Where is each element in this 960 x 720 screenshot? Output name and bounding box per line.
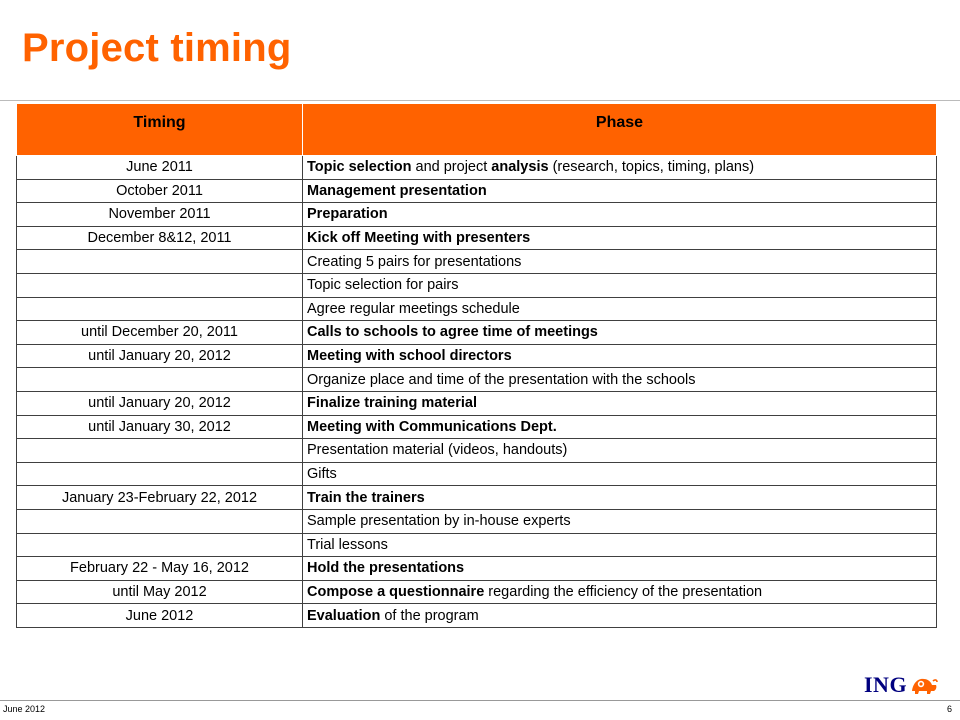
timing-cell: February 22 - May 16, 2012: [17, 557, 303, 581]
timing-cell: until May 2012: [17, 580, 303, 604]
table-row: [17, 273, 937, 297]
phase-text: Finalize training material: [307, 395, 478, 412]
phase-text: Compose a questionnaire: [307, 583, 485, 600]
timing-cell: [17, 368, 303, 392]
timing-cell: [17, 509, 303, 533]
phase-cell: [303, 604, 937, 628]
timing-cell: until January 30, 2012: [17, 415, 303, 439]
table-row: [17, 439, 937, 463]
timing-cell: [17, 462, 303, 486]
phase-text: Creating 5 pairs for presentations: [307, 253, 522, 270]
table-row: [17, 179, 937, 203]
table-row: [17, 344, 937, 368]
timing-cell: November 2011: [17, 203, 303, 227]
table-row: [17, 297, 937, 321]
lion-icon: [909, 673, 939, 697]
phase-text: Presentation material (videos, handouts): [307, 442, 568, 459]
table-row: [17, 462, 937, 486]
table-row: [17, 250, 937, 274]
page-title: Project timing: [22, 26, 292, 70]
timing-cell: December 8&12, 2011: [17, 226, 303, 250]
table-row: [17, 203, 937, 227]
phase-cell: [303, 203, 937, 227]
timing-cell: until December 20, 2011: [17, 321, 303, 345]
table-row: [17, 557, 937, 581]
phase-cell: [303, 533, 937, 557]
table-row: [17, 321, 937, 345]
footer-divider: [0, 700, 960, 701]
phase-text: Agree regular meetings schedule: [307, 300, 520, 317]
phase-text: regarding the efficiency of the presentation: [484, 583, 763, 600]
table-row: [17, 156, 937, 180]
phase-text: Preparation: [307, 206, 388, 223]
phase-cell: [303, 509, 937, 533]
timing-cell: January 23-February 22, 2012: [17, 486, 303, 510]
phase-text: Topic selection for pairs: [307, 277, 459, 294]
phase-text: (research, topics, timing, plans): [548, 159, 755, 176]
phase-text: Trial lessons: [307, 536, 388, 553]
timing-cell: June 2012: [17, 604, 303, 628]
phase-text: analysis: [491, 159, 549, 176]
footer-date: June 2012: [3, 704, 46, 714]
table-row: [17, 533, 937, 557]
phase-cell: [303, 250, 937, 274]
phase-text: Evaluation: [307, 607, 381, 624]
table-row: [17, 486, 937, 510]
page-number: 6: [946, 704, 952, 714]
table-row: [17, 509, 937, 533]
phase-cell: [303, 557, 937, 581]
ing-logo: [864, 672, 939, 698]
timing-cell: [17, 273, 303, 297]
phase-text: Meeting with Communications Dept.: [307, 418, 557, 435]
phase-text: Organize place and time of the presentation with the schools: [307, 371, 696, 388]
phase-cell: [303, 344, 937, 368]
phase-cell: [303, 368, 937, 392]
phase-cell: [303, 415, 937, 439]
timing-table: [16, 103, 937, 628]
table-row: [17, 604, 937, 628]
table-row: [17, 580, 937, 604]
phase-text: Sample presentation by in-house experts: [307, 513, 571, 530]
phase-cell: [303, 273, 937, 297]
table-row: [17, 368, 937, 392]
timing-cell: [17, 439, 303, 463]
header-timing: Timing: [17, 104, 303, 156]
phase-cell: [303, 156, 937, 180]
table-row: [17, 415, 937, 439]
timing-cell: [17, 250, 303, 274]
timing-cell: until January 20, 2012: [17, 344, 303, 368]
table-header-row: [17, 104, 937, 156]
phase-text: Gifts: [307, 466, 337, 483]
phase-cell: [303, 179, 937, 203]
phase-text: Management presentation: [307, 182, 487, 199]
timing-cell: [17, 533, 303, 557]
header-phase: Phase: [303, 104, 937, 156]
phase-text: of the program: [380, 607, 479, 624]
phase-text: Calls to schools to agree time of meetings: [307, 324, 598, 341]
phase-cell: [303, 462, 937, 486]
phase-cell: [303, 439, 937, 463]
phase-cell: [303, 226, 937, 250]
phase-text: Train the trainers: [307, 489, 425, 506]
timing-cell: October 2011: [17, 179, 303, 203]
table-row: [17, 226, 937, 250]
phase-cell: [303, 391, 937, 415]
timing-cell: June 2011: [17, 156, 303, 180]
phase-text: Hold the presentations: [307, 560, 465, 577]
phase-cell: [303, 321, 937, 345]
logo-text: ING: [864, 672, 908, 697]
phase-text: Meeting with school directors: [307, 348, 512, 365]
phase-text: and project: [411, 159, 492, 176]
phase-cell: [303, 486, 937, 510]
timing-cell: until January 20, 2012: [17, 391, 303, 415]
phase-cell: [303, 580, 937, 604]
phase-text: Topic selection: [307, 159, 412, 176]
phase-cell: [303, 297, 937, 321]
phase-text: Kick off Meeting with presenters: [307, 230, 531, 247]
timing-cell: [17, 297, 303, 321]
title-divider: [0, 100, 960, 101]
table-row: [17, 391, 937, 415]
